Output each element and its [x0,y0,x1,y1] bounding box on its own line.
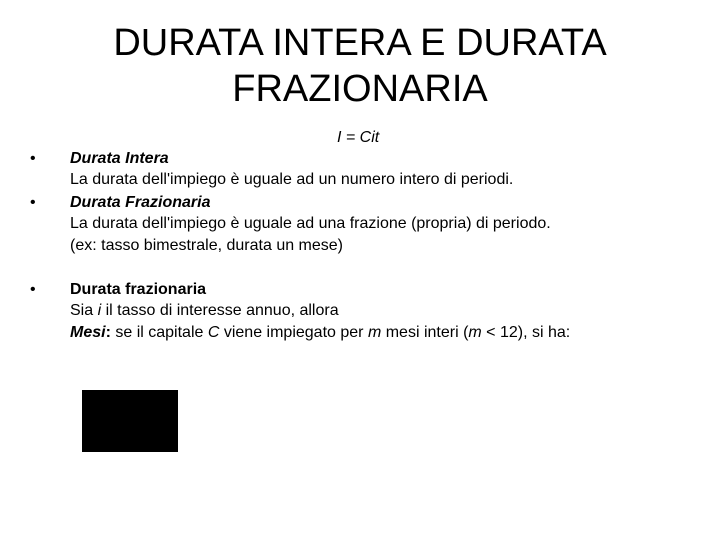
var-C: C [207,324,220,341]
bullet-3-line2-text2: viene impiegato per [219,324,368,341]
var-i: i [97,302,102,319]
bullet-marker-2: • [30,194,36,211]
bullet-2-text-line1: La durata dell'impiego è uguale ad una frazione (propria) di periodo. [70,215,551,232]
slide-title-line2: FRAZIONARIA [232,68,488,110]
bullet-3-text-line2 [70,322,570,343]
slide-title-line1: DURATA INTERA E DURATA [113,22,607,64]
bullet-2-text-line2: (ex: tasso bimestrale, durata un mese) [70,237,344,254]
bullet-3-line2-text1: se il capitale [110,324,208,341]
bullet-marker-1: • [30,150,36,167]
bullet-3-line2-text3: mesi interi ( [381,324,469,341]
mesi-label: Mesi [70,324,106,341]
var-m-2: m [468,324,482,341]
bullet-3-line1-prefix: Sia [70,302,98,319]
bullet-3-line2-text4: < 12), si ha: [481,324,571,341]
interest-formula: I = Cit [337,129,380,146]
mesi-colon: : [105,324,111,341]
bullet-marker-3: • [30,281,36,298]
bullet-1-heading: Durata Intera [70,150,169,167]
bullet-3-text-line1 [70,300,339,321]
bullet-2-heading: Durata Frazionaria [70,194,211,211]
bullet-3-line1-suffix: il tasso di interesse annuo, allora [101,302,339,319]
bullet-3-heading: Durata frazionaria [70,281,207,298]
slide-title [60,20,660,112]
formula-image-placeholder [82,390,178,452]
var-m: m [367,324,382,341]
bullet-1-text: La durata dell'impiego è uguale ad un numero intero di periodi. [70,171,514,188]
